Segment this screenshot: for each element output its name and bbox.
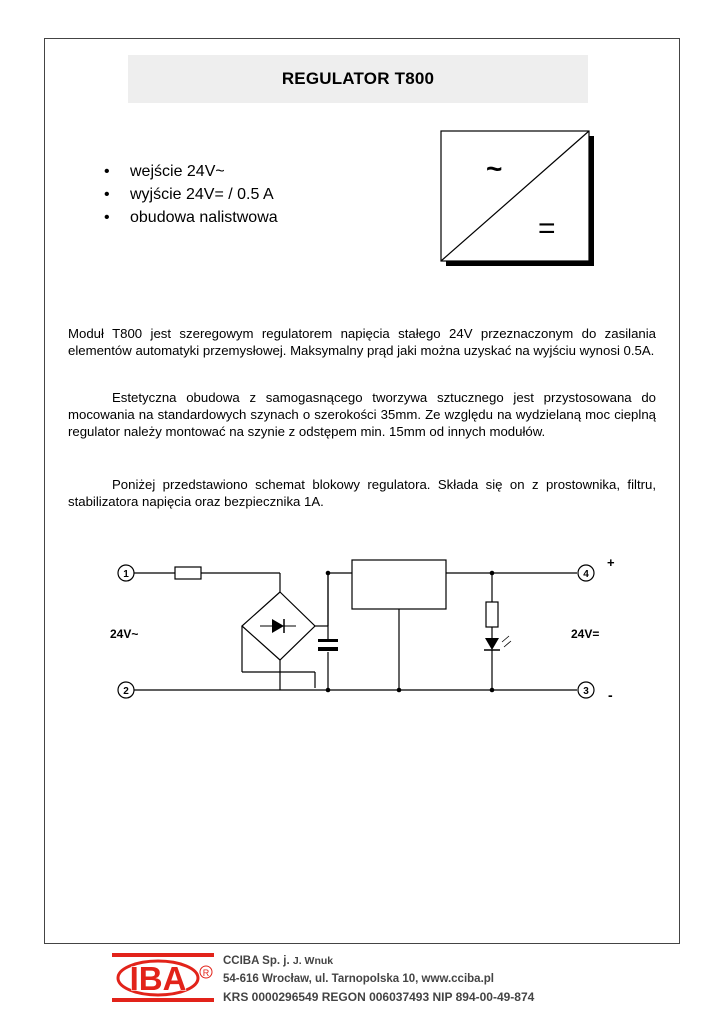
bullet-icon: • (104, 209, 110, 226)
led-ray (502, 636, 509, 642)
minus-sign: - (608, 687, 613, 703)
dc-symbol-text: = (538, 212, 556, 245)
spec-input: wejście 24V~ (130, 163, 225, 180)
company-registration: KRS 0000296549 REGON 006037493 NIP 894-00-49-874 (223, 990, 535, 1004)
spec-output: wyjście 24V= / 0.5 A (130, 186, 274, 203)
junction-dot (397, 688, 402, 693)
company-address: 54-616 Wrocław, ul. Tarnopolska 10, www.cciba.pl (223, 973, 494, 985)
spec-list (104, 160, 278, 229)
terminal-1 (118, 565, 134, 581)
logo-stripe (112, 953, 214, 957)
paragraph-description: Moduł T800 jest szeregowym regulatorem napięcia stałego 24V przeznaczonym do zasilania elementów automatyki przemysłowej. Maksymalny prąd jaki można uzyskać na wyjściu wynosi 0.5A. (68, 326, 656, 358)
list-item (104, 183, 278, 206)
led-ray (504, 641, 511, 647)
page-title: REGULATOR T800 (281, 69, 435, 88)
ac-symbol-text: ~ (486, 153, 503, 184)
terminal-3 (578, 682, 594, 698)
iba-logo (112, 950, 218, 1006)
output-voltage-label: 24V= (571, 627, 600, 641)
capacitor-plate (318, 647, 338, 651)
junction-dot (490, 571, 495, 576)
plus-sign: + (607, 555, 615, 570)
company-owner: J. Wnuk (292, 955, 334, 967)
company-name: CCIBA Sp. j. (223, 955, 290, 967)
terminal-label: 3 (583, 686, 589, 697)
registered-letter: R (202, 968, 210, 978)
terminal-label: 1 (123, 569, 129, 580)
resistor (486, 602, 498, 627)
bullet-icon: • (104, 163, 110, 180)
terminal-label: 4 (583, 569, 589, 580)
bullet-icon: • (104, 186, 110, 203)
title-band (128, 55, 588, 103)
circuit-diagram (100, 550, 630, 710)
regulator-block (352, 560, 446, 609)
paragraph-block-diagram: Poniżej przedstawiono schemat blokowy regulatora. Składa się on z prostownika, filtru, stabilizatora napięcia oraz bezpiecznika 1A. (68, 477, 656, 509)
paragraph-housing: Estetyczna obudowa z samogasnącego tworzywa sztucznego jest przystosowana do mocowania na standardowych szynach o szerokości 35mm. Ze względu na wydzielaną moc cieplną regulator należy montować na szynie z odstępem min. 15mm od innych modułów. (68, 390, 656, 439)
ac-dc-symbol (440, 130, 600, 270)
logo-text: IBA (129, 960, 187, 997)
list-item (104, 206, 278, 229)
led-symbol (485, 638, 499, 650)
input-voltage-label: 24V~ (110, 627, 139, 641)
junction-dot (326, 688, 331, 693)
list-item (104, 160, 278, 183)
spec-housing: obudowa nalistwowa (130, 209, 278, 226)
terminal-label: 2 (123, 686, 129, 697)
terminal-2 (118, 682, 134, 698)
terminal-4 (578, 565, 594, 581)
junction-dot (490, 688, 495, 693)
footer-contact (223, 952, 534, 1006)
logo-stripe (112, 998, 214, 1002)
fuse (175, 567, 201, 579)
junction-dot (326, 571, 331, 576)
capacitor-plate (318, 639, 338, 642)
